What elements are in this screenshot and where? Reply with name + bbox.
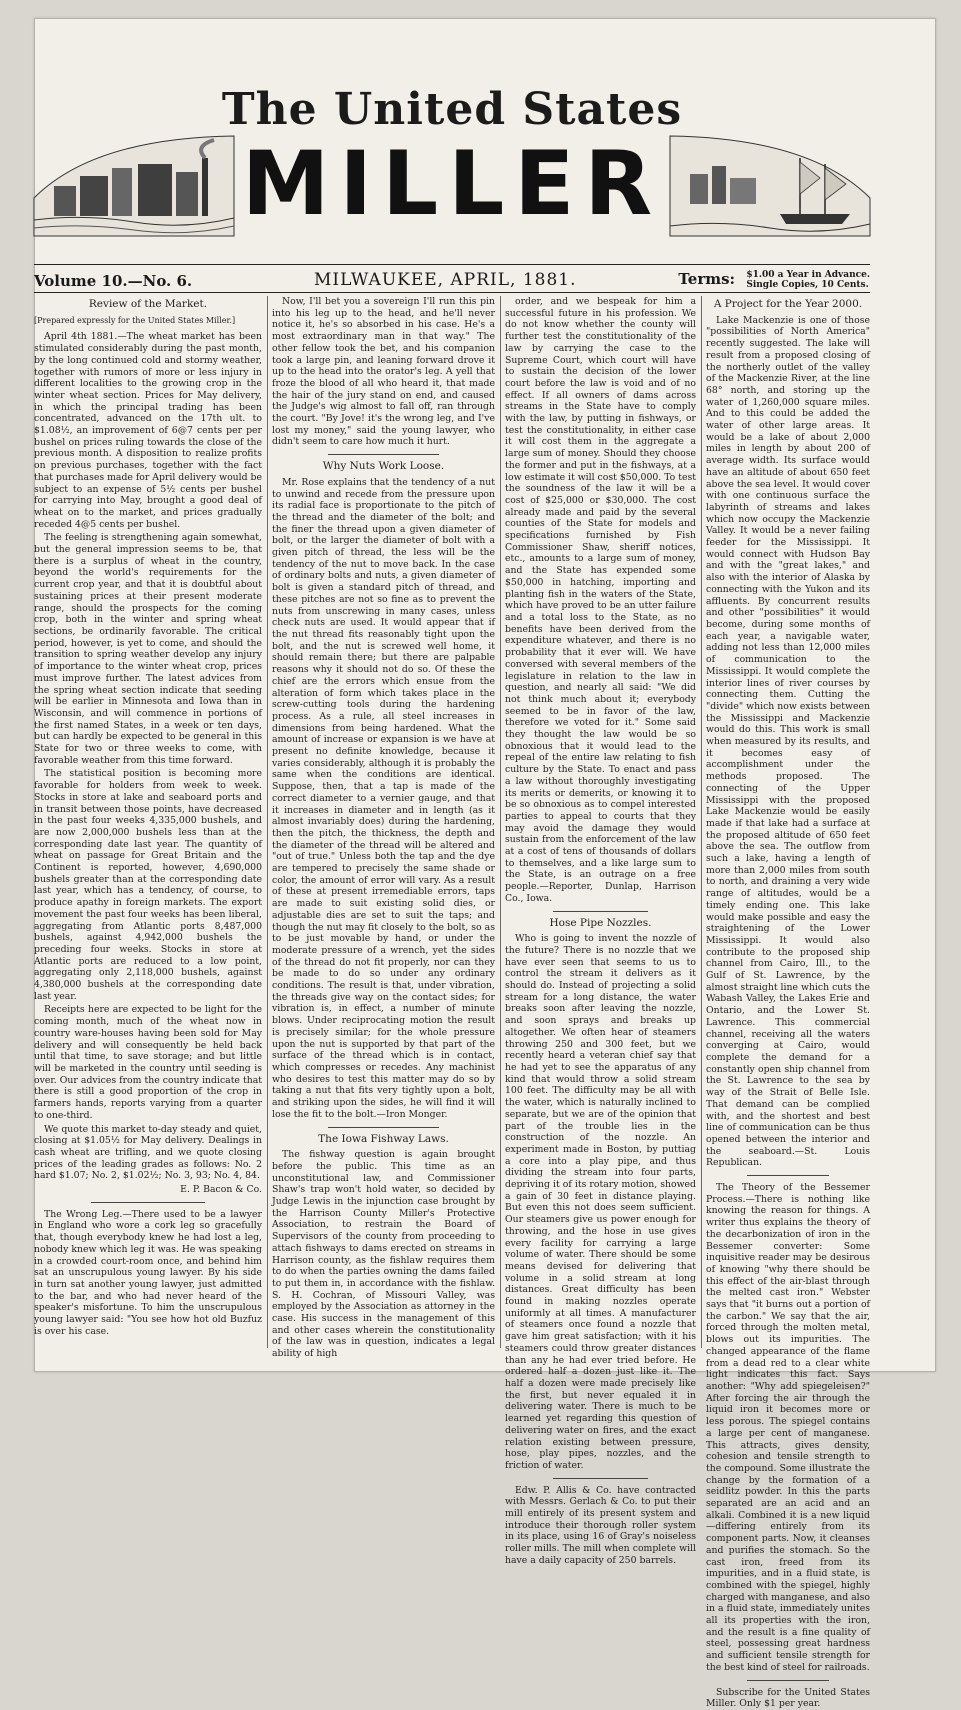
article-paragraph: We quote this market to-day steady and quiet, closing at $1.05½ for May delivery. Dealings in cash wheat are trifling, and we quote closing prices of the leading grades as follows: No. 2 hard $1.07; No. 2, $1.02½; No. 3, 93; No. 4, 84. — [34, 1123, 262, 1182]
section-divider — [747, 1175, 829, 1176]
column-divider — [267, 296, 268, 1348]
section-divider — [747, 1680, 829, 1681]
article-paragraph: The fishway question is again brought before the public. This time as an unconstitutional law, and Commissioner Shaw's trap won't hold water, so decided by Judge Lewis in the injunction case brought by the Harrison County Miller's Protective Association, to restrain the Board of Supervisors of the county from proceeding to attach fishways to dams erected on streams in Harrison county, as the fishlaw requires them to do when the parties owning the dams failed to put them in, in accordance with the fishlaw. S. H. Cochran, of Missouri Valley, was employed by the Association as attorney in the case. His success in the management of this and other cases wherein the constitutionality of the law was in question, indicates a legal ability of high — [272, 1149, 495, 1360]
terms-detail — [746, 270, 870, 290]
article-paragraph: The statistical position is becoming more favorable for holders from week to week. Stocks in store at lake and seaboard ports and in transit between those points, have decreased in the past four weeks 4,335,000 bushels, and are now 2,000,000 bushels less than at the corresponding date last year. The quantity of wheat on passage for Great Britain and the Continent is reported, however, 4,690,000 bushels greater than at the corresponding date last year, which has a tendency, of course, to produce apathy in foreign markets. The export movement the past four weeks has been liberal, aggregating from Atlantic ports 8,487,000 bushels, against 4,942,000 bushels the preceding four weeks. Stocks in store at Atlantic ports are reduced to a low point, aggregating only 2,118,000 bushels, against 4,380,000 bushels at the corresponding date last year. — [34, 768, 262, 1002]
column-divider — [500, 296, 501, 1348]
article-paragraph: The feeling is strengthening again somewhat, but the general impression seems to be, that there is a surplus of wheat in the country, beyond the world's requirements for the current crop year, and that it is doubtful about sustaining prices at their present moderate range, should the prospects for the coming crop, both in the winter and spring wheat sections, be ordinarily favorable. The critical period, however, is yet to come, and should the transition to spring weather develop any injury of importance to the winter wheat crop, prices must improve further. The latest advices from the spring wheat section indicate that seeding will be earlier in Minnesota and Iowa than in Wisconsin, and will commence in portions of the first named States, in a week or ten days, but can hardly be expected to be general in this State for two or three weeks to come, with favorable weather from this time forward. — [34, 532, 262, 766]
article-paragraph: Receipts here are expected to be light for the coming month, much of the wheat now in country ware-houses having been sold for May delivery and will consequently be held back until that time, to save storage; and but little will be marketed in the country until seeding is over. Our advices from the country indicate that there is still a good proportion of the crop in farmers hands, reports varying from a quarter to one-third. — [34, 1004, 262, 1121]
article-paragraph: Who is going to invent the nozzle of the future? There is no nozzle that we have ever seen that seems to us to control the stream it delivers as it should do. Instead of projecting a solid stream for a long distance, the water breaks soon after leaving the nozzle, and soon sprays and breaks up altogether. We often hear of steamers throwing 250 and 300 feet, but we recently heard a veteran chief say that he had yet to see the apparatus of any kind that would throw a solid stream 100 feet. The difficulty may be all with the water, which is naturally inclined to separate, but we are of the opinion that part of the trouble lies in the construction of the nozzle. An experiment made in Boston, by puttiag a core into a play pipe, and thus dividing the stream into four parts, depriving it of its rotary motion, showed a gain of 30 feet in distance playing. But even this not does seem sufficient. Our steamers give us power enough for throwing, and the hose in use gives every facility for carrying a large volume of water. There should be some means devised for delivering that volume in a solid stream at long distances. Great difficulty has been found in making nozzles operate uniformly at all times. A manufacturer of steamers once found a nozzle that gave him great satisfaction; with it his steamers could throw greater distances than any he had ever tried before. He ordered half a dozen just like it. The half a dozen were made precisely like the first, but never equaled it in delivering water. There is much to be learned yet regarding this question of delivering water on fires, and the exact relation existing between pressure, hose, play pipes, nozzles, and the friction of water. — [505, 933, 696, 1471]
masthead — [34, 66, 870, 261]
article-columns — [34, 296, 870, 1710]
column-3 — [505, 296, 696, 1566]
section-divider — [328, 1127, 440, 1128]
terms-label: Terms: — [678, 270, 736, 288]
column-1 — [34, 296, 262, 1348]
article-heading: Review of the Market. — [88, 298, 208, 310]
section-divider — [553, 1478, 649, 1479]
article-paragraph: The Wrong Leg.—There used to be a lawyer in England who wore a cork leg so gracefully that, though everybody knew he had lost a leg, nobody knew which leg it was. He was speaking in a crowded court-room once, and behind him sat an unscrupulous young lawyer. By his side in turn sat another young lawyer, just admitted to the bar, and who had never heard of the speaker's misfortune. To him the unscrupulous young lawyer said: "You see how hot old Buzfuz is over his case. — [34, 1208, 262, 1337]
column-divider — [701, 296, 702, 1348]
column-2 — [272, 296, 495, 1360]
terms-line-1: $1.00 a Year in Advance. — [746, 270, 870, 280]
article-subhead: [Prepared expressly for the United States Miller.] — [34, 315, 236, 325]
section-divider — [91, 1202, 205, 1203]
terms-line-2: Single Copies, 10 Cents. — [746, 280, 869, 290]
volume-number: Volume 10.—No. 6. — [34, 272, 193, 290]
article-paragraph: April 4th 1881.—The wheat market has been stimulated considerably during the past month, by the long continued cold and stormy weather, together with rumors of more or less injury in different localities to the growing crop in the winter wheat section. Prices for May delivery, in which the principal trading has been concentrated, advanced on the 17th ult. to $1.08½, an improvement of 6@7 cents per per bushel on prices ruling towards the close of the previous month. A disposition to realize profits on previous purchases, together with the fact that purchases made for April delivery would be subject to an expense of 5½ cents per bushel for carrying into May, brought a good deal of wheat on to the market, and prices gradually receded 4@5 cents per bushel. — [34, 331, 262, 530]
article-paragraph: Subscribe for the United States Miller. Only $1 per year. — [706, 1686, 870, 1710]
issue-date: MILWAUKEE, APRIL, 1881. — [314, 270, 577, 290]
article-paragraph: Now, I'll bet you a sovereign I'll run this pin into his leg up to the head, and he'll never notice it, he's so absorbed in his case. He's a most extraordinary man in that way." The other fellow took the bet, and his companion took a large pin, and leaning forward drove it up to the head into the orator's leg. A yell that froze the blood of all who heard it, that made the hair of the jury stand on end, and caused the Judge's wig almost to fall off, ran through the court. "By Jove! it's the wrong leg, and I've lost my money," said the young lawyer, who didn't seem to care how much it hurt. — [272, 296, 495, 448]
subscription-terms — [678, 270, 870, 290]
harbor-ship-illustration — [670, 128, 870, 236]
article-heading: A Project for the Year 2000. — [713, 298, 863, 310]
article-heading: Why Nuts Work Loose. — [322, 460, 445, 473]
column-4 — [706, 296, 870, 1710]
masthead-title-main: MILLER — [241, 132, 663, 235]
mill-scene-illustration — [34, 128, 234, 236]
article-paragraph: Lake Mackenzie is one of those "possibilities of North America" recently suggested. The lake will result from a proposed closing of the northerly outlet of the valley of the Mackenzie River, at the line 68° north, and storing up the water of 1,260,000 square miles. And to this could be added the water of other large areas. It would be a lake of about 2,000 miles in length by about 200 of average width. Its surface would have an altitude of about 650 feet above the sea level. It would cover with one continuous surface the labyrinth of streams and lakes which now occupy the Mackenzie Valley. It would be a never failing feeder for the Mississippi. It would connect with Hudson Bay and with the "great lakes," and also with the interior of Alaska by connecting with the Yukon and its affluents. By concurrent results and other "possibilities" it would become, during some months of each year, a navigable water, adding not less than 12,000 miles of communication to the Mississippi. It would complete the interior lines of river courses by connecting them. Cutting the "divide" which now exists between the Mississippi and Mackenzie would do this. This work is small when measured by its results, and it becomes easy of accomplishment under the methods proposed. The connecting of the Upper Mississippi with the proposed Lake Mackenzie would be easily made if that lake had a surface at the proposed altitude of 650 feet above the sea. The outflow from such a lake, having a length of more than 2,000 miles from south to north, and draining a very wide range of altitudes, would be a timely ending one. This lake would make possible and easy the straightening of the Lower Mississippi. It would also contribute to the proposed ship channel from Cairo, Ill., to the Gulf of St. Lawrence, by the almost straight line which cuts the Wabash Valley, the Lakes Erie and Ontario, and the Lower St. Lawrence. This commercial channel, receiving all the waters converging at Cairo, would complete the demand for a constantly open ship channel from the St. Lawrence to the sea by way of the Strait of Belle Isle. That demand can be complied with, and the shortest and best line of communication can be thus opened between the interior and the seaboard.—St. Louis Republican. — [706, 314, 870, 1169]
section-divider — [328, 454, 440, 455]
article-paragraph: Edw. P. Allis & Co. have contracted with Messrs. Gerlach & Co. to put their mill entirely of its present system and introduce their thorough roller system in its place, using 16 of Gray's noiseless roller mills. The mill when complete will have a daily capacity of 250 barrels. — [505, 1484, 696, 1566]
article-paragraph: The Theory of the Bessemer Process.—There is nothing like knowing the reason for things. A writer thus explains the theory of the decarbonization of iron in the Bessemer converter: Some inquisitive reader may be desirous of knowing "why there should be this effect of the air-blast through the melted cast iron." Webster says that "it burns out a portion of the carbon." We say that the air, forced through the molten metal, blows out its impurities. The changed appearance of the flame from a dead red to a clear white light indicates this fact. Says another: "Why add spiegeleisen?" After forcing the air through the liquid iron it becomes more or less porous. The spiegel contains a large per cent of manganese. This attracts, gives density, cohesion and tensile strength to the compound. Some illustrate the change by the formation of a seidlitz powder. In this the parts separated are an acid and an alkali. Combined it is a new liquid—differing entirely from its component parts. Now, it cleanses and purifies the stomach. So the cast iron, freed from its impurities, and in a fluid state, is combined with the spiegel, highly charged with manganese, and also in a fluid state, immediately unites all its properties with the iron, and the result is a fine quality of steel, possessing great hardness and sufficient tensile strength for the best kind of steel for railroads. — [706, 1182, 870, 1673]
article-signature: E. P. Bacon & Co. — [180, 1184, 262, 1196]
date-rule — [34, 292, 870, 293]
article-heading: Hose Pipe Nozzles. — [549, 916, 652, 929]
article-heading: The Iowa Fishway Laws. — [318, 1132, 449, 1145]
section-divider — [553, 911, 649, 912]
masthead-rule — [34, 264, 870, 265]
article-paragraph: Mr. Rose explains that the tendency of a nut to unwind and recede from the pressure upon its radial face is proportionate to the pitch of the thread and the diameter of the bolt; and the finer the thread upon a given diameter of bolt, or the larger the diameter of bolt with a given pitch of thread, the less will be the tendency of the nut to move back. In the case of ordinary bolts and nuts, a given diameter of bolt is given a standard pitch of thread, and these pitches are not so fine as to prevent the nuts from unscrewing in many cases, unless check nuts are used. It would appear that if the nut thread fits reasonably tight upon the bolt, and the nut is screwed well home, it should remain there; but there are palpable reasons why it should not do so. Of these the chief are the errors which ensue from the alteration of form which takes place in the screw-cutting tools during the hardening process. As a rule, all steel increases in dimensions from being hardened. What the amount of increase or expansion is we have at present no definite knowledge, because it varies considerably, although it is probably the same when the conditions are identical. Suppose, then, that a tap is made of the correct diameter to a vernier gauge, and that it increases in diameter and in length (as it almost invariably does) during the hardening, then the pitch, the thickness, the depth and the diameter of the thread will be altered and "out of true." Unless both the tap and the dye are tempered to precisely the same shade or color, the amount of error will vary. As a result of these at present irremediable errors, taps are made to suit existing solid dies, or adjustable dies are set to suit the taps; and though the nut may fit closely to the bolt, so as to be just movable by hand, or under the moderate pressure of a wrench, yet the sides of the thread do not fit properly, nor can they be made to do so under any ordinary conditions. The result is that, under vibration, the threads give way on the contact sides; for vibration is, in effect, a number of minute blows. Under reciprocating motion the result is precisely similar; for the whole pressure upon the nut is supported by that part of the surface of the thread which is in contact, which compresses or recedes. Any machinist who desires to test this matter may do so by taking a nut that fits very tightly upon a bolt, and striking upon the sides, he will find it will lose the fit to the bolt.—Iron Monger. — [272, 476, 495, 1120]
article-paragraph: order, and we bespeak for him a successful future in his profession. We do not know whether the county will further test the constitutionality of the law by carrying the case to the Supreme Court, which court will have to sustain the decision of the lower court before the law is void and of no effect. If all owners of dams across streams in the State have to comply with the law, by putting in fishways, or test the constitutionality, in either case it will cost them in the aggregate a large sum of money. Should they choose the former and put in the fishways, at a low estimate it will cost $50,000. To test the soundness of the law it will be a cost of $25,000 or $30,000. The cost already made and paid by the several counties of the State for models and specifications furnished by Fish Commissioner Shaw, sheriff notices, etc., amounts to a large sum of money, and the State has expended some $50,000 in hatching, importing and planting fish in the waters of the State, which have proved to be an utter failure and a total loss to the State, as no benefits have been derived from the expenditure whatever, and there is no probability that it ever will. We have conversed with several members of the legislature in relation to the law in question, and nearly all said: "We did not think much about it; everybody seemed to be in favor of the law, therefore we voted for it." Some said they thought the law would be so obnoxious that it would lead to the repeal of the entire law relating to fish culture by the State. To enact and pass a law without thoroughly investigating its merits or demerits, or knowing it to be so obnoxious as to compel interested parties to appeal to courts that they may avoid the damage they would sustain from the enforcement of the law at a cost of tens of thousands of dollars to themselves, and a like large sum to the State, is an outrage on a free people.—Reporter, Dunlap, Harrison Co., Iowa. — [505, 296, 696, 904]
masthead-title-top: The United States — [221, 84, 683, 135]
